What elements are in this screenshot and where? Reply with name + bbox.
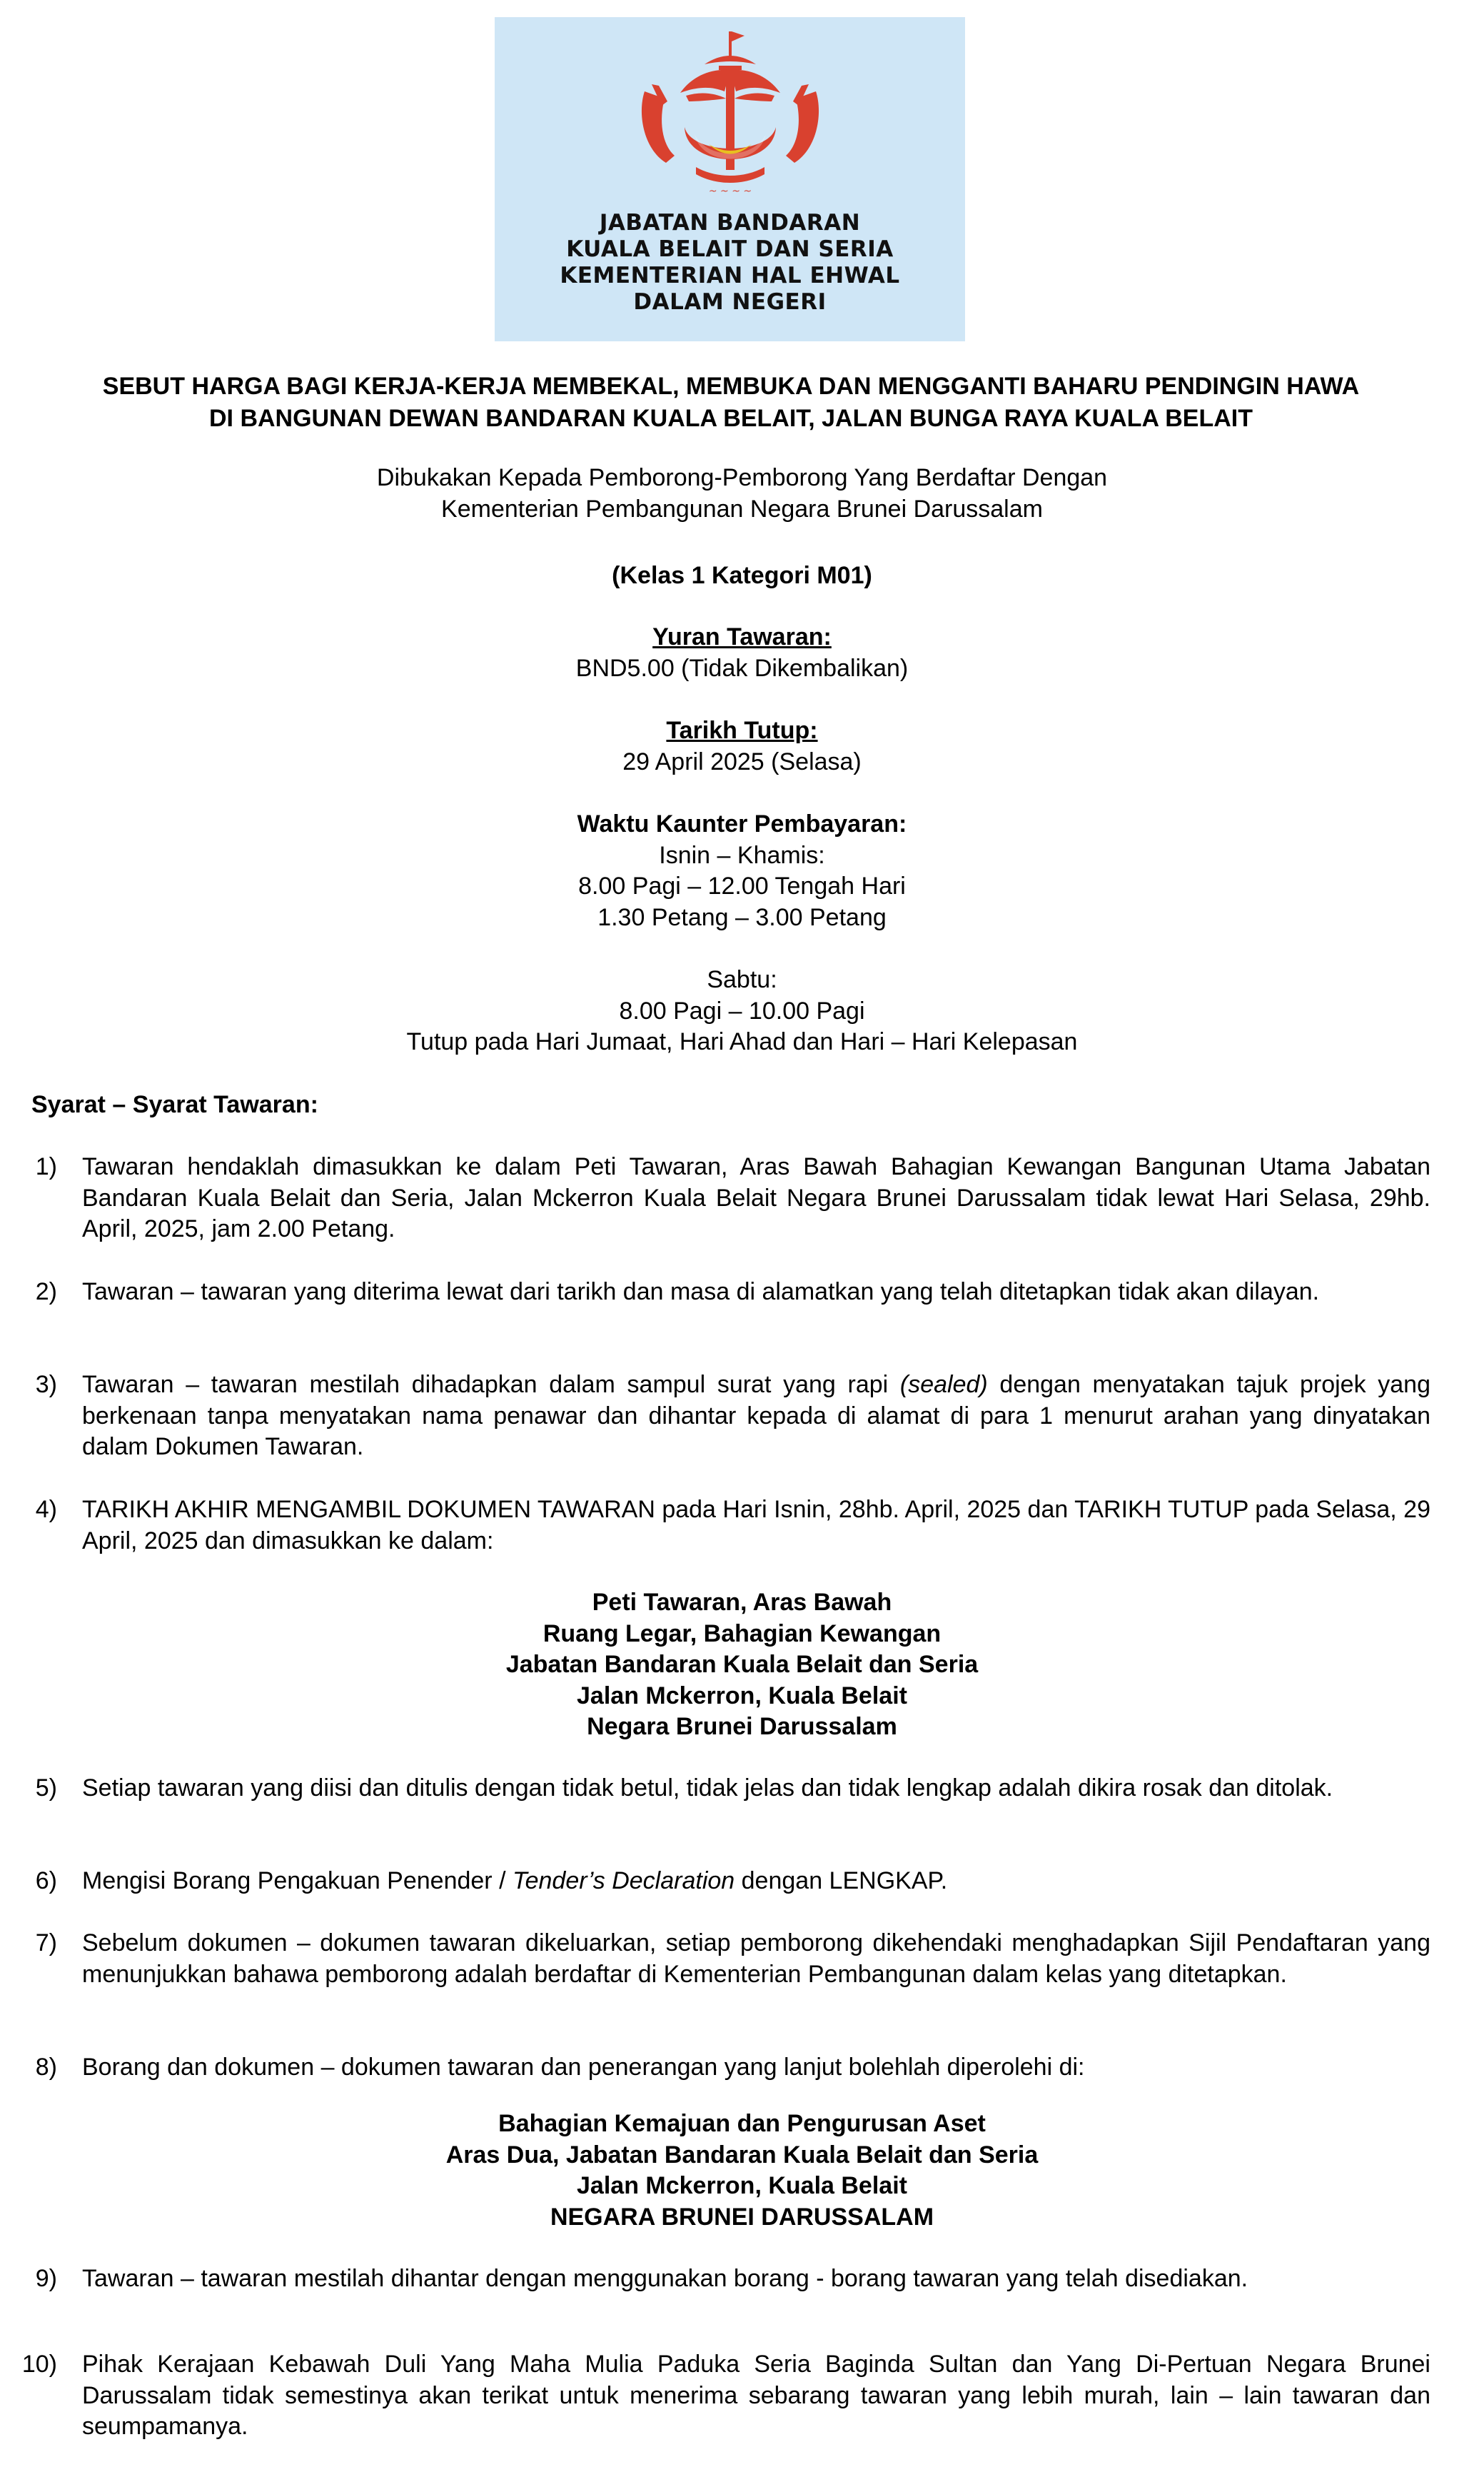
saturday-section	[0, 965, 1484, 1058]
class-category: (Kelas 1 Kategori M01)	[612, 562, 872, 589]
term-text: Borang dan dokumen – dokumen tawaran dan penerangan yang lanjut bolehlah diperolehi di:	[82, 2054, 1085, 2081]
address-line: Negara Brunei Darussalam	[587, 1713, 897, 1740]
term-number: 8)	[35, 2054, 57, 2081]
notice-title	[31, 371, 1430, 435]
org-name	[495, 210, 965, 316]
saturday-hours: 8.00 Pagi – 10.00 Pagi	[619, 997, 865, 1025]
address-line: Jalan Mckerron, Kuala Belait	[577, 1682, 907, 1709]
org-line: KUALA BELAIT DAN SERIA	[566, 236, 894, 262]
open-to	[0, 463, 1484, 525]
term-text	[82, 1370, 1430, 1463]
org-line: KEMENTERIAN HAL EHWAL	[560, 263, 900, 288]
term-number: 3)	[35, 1371, 57, 1398]
saturday-label: Sabtu:	[707, 966, 777, 993]
svg-text:~ ~ ~ ~: ~ ~ ~ ~	[708, 186, 752, 197]
term-text: Sebelum dokumen – dokumen tawaran dikeluarkan, setiap pemborong dikehendaki menghadapkan Sijil Pendaftaran yang menunjukkan bahawa pemborong adalah berdaftar di Kementerian Pembangunan dalam kelas yang ditetapkan.	[82, 1929, 1430, 1988]
fee-section	[0, 622, 1484, 684]
counter-hours: 8.00 Pagi – 12.00 Tengah Hari	[578, 873, 906, 900]
documents-address	[0, 2109, 1484, 2233]
address-line: Peti Tawaran, Aras Bawah	[592, 1589, 892, 1616]
term-number: 9)	[35, 2265, 57, 2292]
org-line: JABATAN BANDARAN	[599, 210, 861, 236]
term-text: Tawaran – tawaran mestilah dihantar dengan menggunakan borang - borang tawaran yang telah disediakan.	[82, 2265, 1248, 2292]
term-text	[82, 1866, 1430, 1897]
address-line: Ruang Legar, Bahagian Kewangan	[542, 1619, 942, 1647]
terms-heading: Syarat – Syarat Tawaran:	[31, 1091, 318, 1118]
term-number: 7)	[35, 1929, 57, 1956]
address-line: Bahagian Kemajuan dan Pengurusan Aset	[498, 2110, 986, 2137]
term-text-part: Mengisi Borang Pengakuan Penender /	[82, 1867, 513, 1894]
term-text: Setiap tawaran yang diisi dan ditulis dengan tidak betul, tidak jelas dan tidak lengkap adalah dikira rosak dan ditolak.	[82, 1774, 1333, 1802]
term-text: Tawaran – tawaran yang diterima lewat dari tarikh dan masa di alamatkan yang telah ditetapkan tidak akan dilayan.	[82, 1278, 1320, 1305]
counter-section	[0, 809, 1484, 933]
term-text-part: dengan menyatakan tajuk projek yang berkenaan tanpa menyatakan nama penawar dan dihantar kepada di alamat di para 1 menurut arahan yang dinyatakan dalam Dokumen Tawaran.	[82, 1371, 1430, 1460]
fee-value: BND5.00 (Tidak Dikembalikan)	[575, 654, 909, 682]
address-line: NEGARA BRUNEI DARUSSALAM	[550, 2203, 934, 2231]
title-line: SEBUT HARGA BAGI KERJA-KERJA MEMBEKAL, MEMBUKA DAN MENGGANTI BAHARU PENDINGIN HAWA	[102, 373, 1360, 400]
counter-hours: 1.30 Petang – 3.00 Petang	[597, 903, 887, 931]
term-text: Pihak Kerajaan Kebawah Duli Yang Maha Mulia Paduka Seria Baginda Sultan dan Yang Di-Pertuan Negara Brunei Darussalam tidak semestinya akan terikat untuk menerima sebarang tawaran yang lebih murah, lain – lain tawaran dan seumpamanya.	[82, 2351, 1430, 2440]
term-number: 1)	[35, 1153, 57, 1180]
term-text-part: dengan LENGKAP.	[735, 1867, 948, 1894]
closed-note: Tutup pada Hari Jumaat, Hari Ahad dan Hari – Hari Kelepasan	[406, 1028, 1078, 1055]
open-to-line: Dibukakan Kepada Pemborong-Pemborong Yang Berdaftar Dengan	[376, 464, 1108, 491]
term-text: TARIKH AKHIR MENGAMBIL DOKUMEN TAWARAN pada Hari Isnin, 28hb. April, 2025 dan TARIKH TUTUP pada Selasa, 29 April, 2025 dan dimasukkan ke dalam:	[82, 1496, 1430, 1554]
title-line: DI BANGUNAN DEWAN BANDARAN KUALA BELAIT, JALAN BUNGA RAYA KUALA BELAIT	[209, 405, 1253, 432]
term-number: 2)	[35, 1278, 57, 1305]
term-text-italic: (sealed)	[899, 1371, 988, 1398]
open-to-line: Kementerian Pembangunan Negara Brunei Darussalam	[441, 495, 1043, 523]
term-number: 5)	[35, 1774, 57, 1802]
counter-weekday-label: Isnin – Khamis:	[659, 841, 825, 869]
term-number: 4)	[35, 1496, 57, 1523]
brunei-crest-icon	[630, 27, 830, 207]
closing-section	[0, 715, 1484, 778]
address-line: Jalan Mckerron, Kuala Belait	[577, 2172, 907, 2199]
term-number: 10)	[21, 2351, 57, 2378]
address-line: Jabatan Bandaran Kuala Belait dan Seria	[505, 1651, 979, 1678]
term-text-part: Tawaran – tawaran mestilah dihadapkan dalam sampul surat yang rapi	[82, 1371, 900, 1398]
term-number: 6)	[35, 1867, 57, 1894]
term-text-italic: Tender’s Declaration	[512, 1867, 735, 1894]
tender-box-address	[0, 1587, 1484, 1743]
closing-heading: Tarikh Tutup:	[666, 717, 818, 744]
term-text: Tawaran hendaklah dimasukkan ke dalam Peti Tawaran, Aras Bawah Bahagian Kewangan Bangunan Utama Jabatan Bandaran Kuala Belait dan Seria, Jalan Mckerron Kuala Belait Negara Brunei Darussalam tidak lewat Hari Selasa, 29hb. April, 2025, jam 2.00 Petang.	[82, 1153, 1430, 1242]
fee-heading: Yuran Tawaran:	[652, 623, 832, 650]
org-line: DALAM NEGERI	[633, 289, 827, 315]
counter-heading: Waktu Kaunter Pembayaran:	[577, 810, 907, 838]
closing-value: 29 April 2025 (Selasa)	[622, 748, 862, 775]
address-line: Aras Dua, Jabatan Bandaran Kuala Belait dan Seria	[445, 2141, 1039, 2169]
letterhead	[495, 17, 965, 341]
